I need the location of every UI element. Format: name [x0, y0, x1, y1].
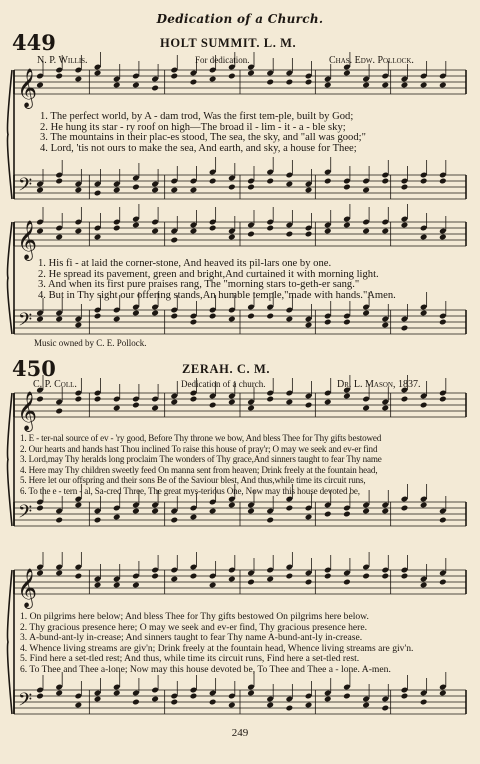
system-brace: [8, 570, 13, 714]
note-head: [381, 228, 389, 235]
verse-line: 4. Lord, 'tis not ours to make the sea, And earth, and sky, a house for Thee;: [40, 142, 357, 154]
note-head: [75, 702, 83, 709]
note-head: [266, 517, 274, 524]
note-head: [151, 85, 159, 92]
note-head: [228, 502, 236, 509]
note-head: [36, 505, 44, 512]
bass-clef-icon: 𝄢: [18, 310, 33, 335]
note-head: [439, 319, 447, 326]
note-head: [266, 396, 274, 403]
verse-line: 4. Here may Thy children sweetly feed On manna sent from heaven; Drink freely at the fountain head,: [20, 464, 378, 475]
note-head: [94, 696, 102, 703]
note-head: [381, 178, 389, 185]
system-brace: [8, 70, 13, 199]
note-head: [75, 396, 83, 403]
note-head: [362, 508, 370, 515]
note-head: [170, 187, 178, 194]
note-head: [439, 579, 447, 586]
note-head: [132, 508, 140, 515]
note-head: [113, 514, 121, 521]
note-head: [170, 699, 178, 706]
note-head: [324, 399, 332, 406]
note-head: [247, 508, 255, 515]
note-head: [170, 517, 178, 524]
note-head: [343, 319, 351, 326]
note-head: [420, 82, 428, 89]
note-head: [55, 316, 63, 323]
note-head: [132, 310, 140, 317]
hymn-occasion: For dedication.: [195, 55, 250, 65]
note-head: [75, 76, 83, 83]
note-head: [343, 511, 351, 518]
note-head: [439, 517, 447, 524]
bass-clef-icon: 𝄢: [18, 175, 33, 200]
note-head: [266, 79, 274, 86]
note-head: [113, 582, 121, 589]
verse-line: 6. To Thee and Thee a-lone; Now may this house devoted be, To Thee and Thee a - lone. A-men.: [20, 663, 391, 675]
note-head: [190, 573, 198, 580]
hymn-number: 449: [12, 30, 56, 55]
note-head: [209, 225, 217, 232]
hymn-title: ZERAH. C. M.: [182, 362, 271, 376]
treble-clef-icon: 𝄞: [17, 568, 38, 608]
note-head: [401, 573, 409, 580]
verse-line: 3. The mountains in their plac-es stood, The sea, the sky, and "all was good;": [40, 132, 366, 144]
note-head: [209, 402, 217, 409]
note-head: [381, 705, 389, 712]
note-head: [305, 231, 313, 238]
note-head: [247, 313, 255, 320]
note-head: [324, 228, 332, 235]
hymn-author: N. P. Willis.: [37, 55, 88, 66]
note-head: [132, 184, 140, 191]
note-head: [113, 316, 121, 323]
note-head: [343, 393, 351, 400]
ownership-note: Music owned by C. E. Pollock.: [34, 338, 147, 348]
note-head: [420, 502, 428, 509]
note-head: [151, 310, 159, 317]
note-head: [36, 396, 44, 403]
treble-clef-icon: 𝄞: [17, 391, 38, 431]
note-head: [305, 514, 313, 521]
note-head: [381, 405, 389, 412]
note-head: [362, 702, 370, 709]
note-head: [247, 405, 255, 412]
note-head: [190, 396, 198, 403]
note-head: [401, 325, 409, 332]
hymn-title: HOLT SUMMIT. L. M.: [160, 36, 297, 50]
note-head: [305, 402, 313, 409]
note-head: [132, 582, 140, 589]
note-head: [343, 184, 351, 191]
note-head: [324, 696, 332, 703]
verse-line: 1. E - ter-nal source of ev - 'ry good, Before Thy throne we bow, And bless Thee for Thy gifts bestowed: [20, 433, 382, 443]
note-head: [266, 576, 274, 583]
note-head: [343, 70, 351, 77]
note-head: [190, 187, 198, 194]
verse-line: 3. A-bund-ant-ly in-crease; And sinners taught to fear Thy name A-bund-ant-ly in-crease.: [20, 632, 363, 644]
note-head: [401, 222, 409, 229]
note-head: [55, 73, 63, 80]
note-head: [305, 579, 313, 586]
note-head: [286, 573, 294, 580]
note-head: [55, 517, 63, 524]
note-head: [113, 187, 121, 194]
note-head: [151, 187, 159, 194]
treble-clef-icon: 𝄞: [17, 68, 38, 108]
note-head: [286, 231, 294, 238]
note-head: [324, 178, 332, 185]
verse-line: 2. He spread its pavement, green and bright,And curtained it with morning light.: [38, 268, 379, 280]
note-head: [170, 576, 178, 583]
note-head: [55, 234, 63, 241]
note-head: [247, 690, 255, 697]
hymn-number: 450: [12, 356, 56, 381]
note-head: [36, 82, 44, 89]
note-head: [228, 184, 236, 191]
note-head: [190, 228, 198, 235]
note-head: [228, 702, 236, 709]
verse-line: 4. But in Thy sight our offering stands,An humble temple,"made with hands."Amen.: [38, 289, 396, 301]
note-head: [401, 184, 409, 191]
hymn-occasion: Dedication of a church.: [181, 379, 266, 389]
note-head: [113, 225, 121, 232]
note-head: [228, 73, 236, 80]
note-head: [132, 699, 140, 706]
page-number: 249: [231, 727, 249, 739]
note-head: [75, 573, 83, 580]
note-head: [94, 396, 102, 403]
note-head: [439, 234, 447, 241]
note-head: [113, 82, 121, 89]
note-head: [420, 178, 428, 185]
note-head: [286, 505, 294, 512]
note-head: [381, 322, 389, 329]
note-head: [151, 405, 159, 412]
note-head: [439, 396, 447, 403]
treble-clef-icon: 𝄞: [17, 220, 38, 260]
note-head: [247, 184, 255, 191]
hymn-author: C. P. Coll.: [33, 379, 77, 390]
note-head: [75, 502, 83, 509]
note-head: [55, 408, 63, 415]
note-head: [209, 178, 217, 185]
note-head: [401, 505, 409, 512]
system-brace: [8, 393, 13, 526]
running-head: Dedication of a Church.: [156, 12, 324, 26]
note-head: [151, 573, 159, 580]
note-head: [420, 582, 428, 589]
note-head: [343, 579, 351, 586]
bass-clef-icon: 𝄢: [18, 690, 33, 715]
note-head: [94, 190, 102, 197]
note-head: [75, 322, 83, 329]
note-head: [75, 187, 83, 194]
verse-block: [20, 433, 382, 497]
note-head: [381, 573, 389, 580]
note-head: [343, 222, 351, 229]
note-head: [36, 228, 44, 235]
note-head: [305, 187, 313, 194]
note-head: [286, 316, 294, 323]
note-head: [94, 517, 102, 524]
note-head: [75, 228, 83, 235]
note-head: [362, 82, 370, 89]
note-head: [266, 702, 274, 709]
verse-block: [20, 612, 413, 676]
note-head: [190, 79, 198, 86]
note-head: [324, 319, 332, 326]
note-head: [324, 573, 332, 580]
verse-line: 4. Whence living streams are giv'n; Drink freely at the fountain head, Whence living streams are giv'n.: [20, 642, 414, 654]
note-head: [209, 76, 217, 83]
note-head: [247, 70, 255, 77]
note-head: [151, 696, 159, 703]
hymn-composer: Dr. L. Mason, 1837.: [337, 379, 421, 390]
verse-line: 5. Here let our offspring and their sons Be of the Saviour blest, And thus,while time its circuit runs,: [20, 475, 366, 486]
verse-line: 3. And when its first pure praises rang, The "morning stars to-geth-er sang.": [38, 279, 360, 291]
note-head: [286, 705, 294, 712]
note-head: [266, 313, 274, 320]
note-head: [36, 570, 44, 577]
note-head: [151, 508, 159, 515]
note-head: [190, 514, 198, 521]
note-head: [439, 690, 447, 697]
verse-line: 1. The perfect world, by A - dam trod, Was the first tem-ple, built by God;: [40, 111, 354, 122]
note-head: [228, 576, 236, 583]
note-head: [362, 573, 370, 580]
note-head: [36, 187, 44, 194]
verse-block: [40, 112, 366, 154]
verse-line: 6. To the e - tern - al, Sa-cred Three, The great mys-terious One, Now may this house devoted be,: [20, 485, 360, 496]
note-head: [362, 405, 370, 412]
note-head: [420, 402, 428, 409]
note-head: [209, 699, 217, 706]
note-head: [113, 690, 121, 697]
verse-line: 2. Thy gracious presence here; O may we seek and ev-er find, Thy gracious presence here.: [20, 621, 368, 633]
note-head: [401, 693, 409, 700]
note-head: [324, 82, 332, 89]
note-head: [94, 70, 102, 77]
note-head: [228, 316, 236, 323]
note-head: [190, 319, 198, 326]
note-head: [343, 693, 351, 700]
note-head: [209, 313, 217, 320]
note-head: [36, 316, 44, 323]
verse-block: [38, 259, 396, 301]
verse-line: 5. Find here a set-tled rest; And thus, while time its circuit runs, Find here a set-tled rest.: [20, 653, 360, 665]
note-head: [113, 405, 121, 412]
note-head: [266, 178, 274, 185]
note-head: [305, 79, 313, 86]
note-head: [94, 582, 102, 589]
note-head: [170, 237, 178, 244]
note-head: [132, 82, 140, 89]
note-head: [170, 313, 178, 320]
note-head: [420, 310, 428, 317]
note-head: [286, 399, 294, 406]
note-head: [286, 181, 294, 188]
note-head: [132, 402, 140, 409]
verse-line: 2. Our hearts and hands hast Thou inclined To raise this house of pray'r; O may we seek and ev-er find: [20, 443, 378, 454]
verse-line: 3. Lord,may Thy heralds long proclaim The wonders of Thy grace,And sinners taught to fear Thy name: [20, 454, 382, 465]
note-head: [94, 313, 102, 320]
bass-clef-icon: 𝄢: [18, 502, 33, 527]
verse-line: 1. On pilgrims here below; And bless Thee for Thy gifts bestowed On pilgrims here below.: [20, 611, 369, 622]
note-head: [190, 693, 198, 700]
note-head: [439, 178, 447, 185]
note-head: [381, 508, 389, 515]
note-head: [94, 234, 102, 241]
note-head: [362, 187, 370, 194]
note-head: [55, 690, 63, 697]
note-head: [247, 579, 255, 586]
note-head: [170, 73, 178, 80]
note-head: [151, 228, 159, 235]
note-head: [36, 693, 44, 700]
note-head: [266, 225, 274, 232]
note-head: [324, 511, 332, 518]
note-head: [55, 570, 63, 577]
note-head: [228, 234, 236, 241]
note-head: [401, 82, 409, 89]
note-head: [420, 234, 428, 241]
note-head: [286, 79, 294, 86]
note-head: [362, 310, 370, 317]
note-head: [362, 228, 370, 235]
note-head: [132, 222, 140, 229]
verse-line: 1. His fi - at laid the corner-stone, And heaved its pil-lars one by one.: [38, 258, 332, 269]
note-head: [228, 399, 236, 406]
note-head: [209, 508, 217, 515]
note-head: [209, 582, 217, 589]
note-head: [401, 396, 409, 403]
note-head: [305, 702, 313, 709]
system-brace: [8, 222, 13, 334]
note-head: [420, 699, 428, 706]
note-head: [55, 178, 63, 185]
note-head: [381, 82, 389, 89]
note-head: [170, 399, 178, 406]
note-head: [305, 322, 313, 329]
verse-line: 2. He hung its star - ry roof on high—The broad il - lim - it - a - ble sky;: [40, 121, 346, 133]
note-head: [439, 82, 447, 89]
note-head: [247, 231, 255, 238]
hymn-composer: Chas. Edw. Pollock.: [329, 55, 414, 66]
